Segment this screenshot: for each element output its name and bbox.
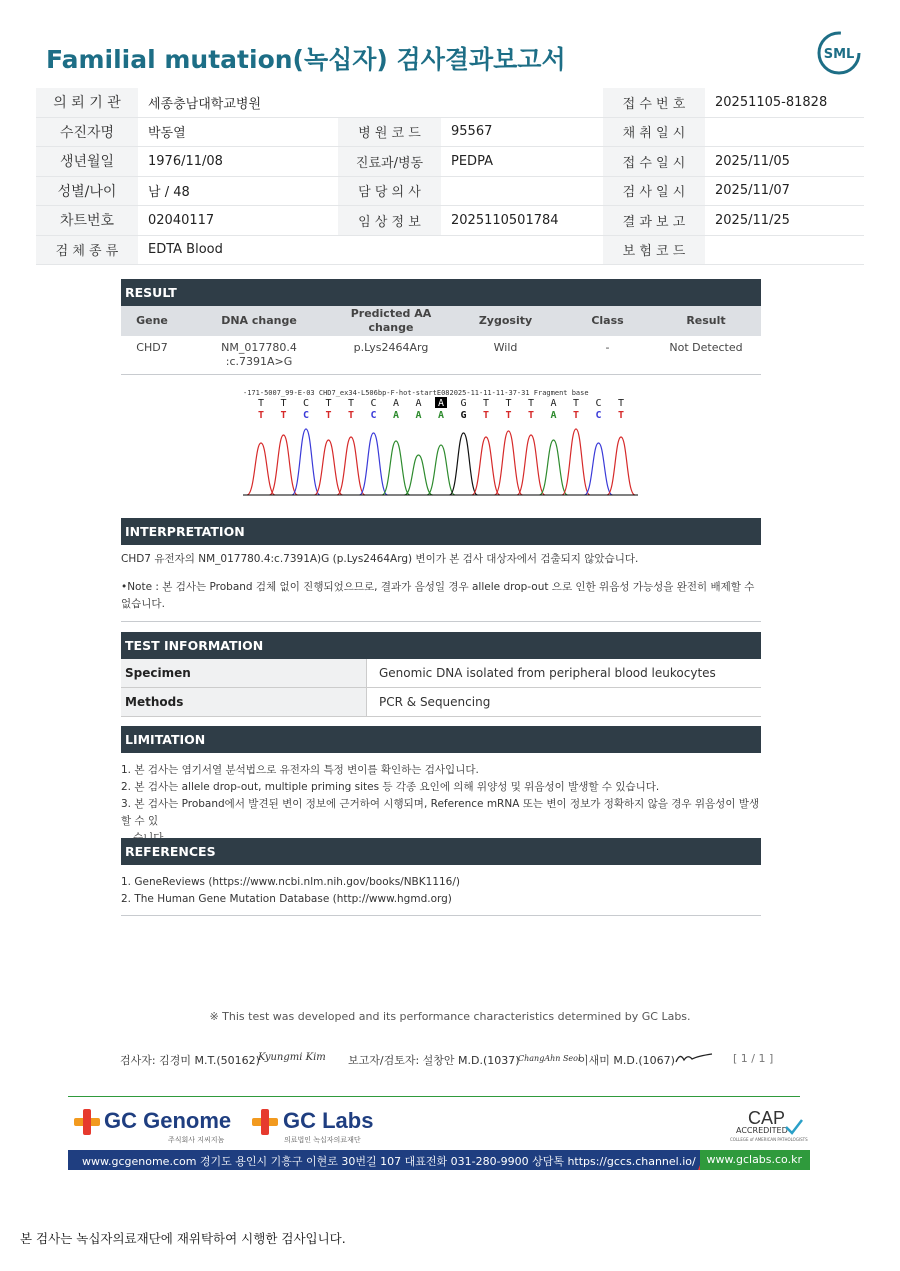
info-value: EDTA Blood bbox=[138, 235, 603, 265]
aa-change-cell: p.Lys2464Arg bbox=[353, 341, 429, 354]
reporter-info: 보고자/검토자: 설창안 M.D.(1037) bbox=[348, 1054, 520, 1067]
page-indicator: [ 1 / 1 ] bbox=[733, 1052, 774, 1065]
references-header: REFERENCES bbox=[121, 838, 761, 865]
ref-base: T bbox=[527, 398, 535, 409]
info-label: 접 수 일 시 bbox=[603, 147, 705, 177]
trace-peak bbox=[337, 437, 365, 495]
limitation-header: LIMITATION bbox=[121, 726, 761, 753]
limitation-section bbox=[121, 726, 761, 847]
called-base: T bbox=[257, 410, 265, 421]
info-value: 세종충남대학교병원 bbox=[138, 88, 603, 117]
info-value: 02040117 bbox=[138, 206, 338, 236]
ref-base: C bbox=[302, 398, 310, 409]
info-label: 검 사 일 시 bbox=[603, 176, 705, 206]
disclaimer: ※ This test was developed and its performance characteristics determined by GC Labs. bbox=[209, 1010, 691, 1023]
called-base: T bbox=[280, 410, 287, 421]
report-title: Familial mutation(녹십자) 검사결과보고서 bbox=[46, 45, 566, 74]
info-label: 생년월일 bbox=[36, 147, 138, 177]
contact-banner bbox=[68, 1150, 810, 1170]
col-result: Result bbox=[651, 306, 761, 336]
gc-cross-icon bbox=[73, 1108, 101, 1136]
info-label: 접 수 번 호 bbox=[603, 88, 705, 117]
col-gene: Gene bbox=[121, 306, 183, 336]
info-value: 남 / 48 bbox=[138, 176, 338, 206]
info-value: 2025/11/05 bbox=[705, 147, 864, 177]
gc-labs-logo: GC Labs bbox=[283, 1108, 374, 1133]
ref-base: T bbox=[505, 398, 512, 409]
ref-base: A bbox=[415, 398, 422, 409]
called-base: T bbox=[482, 410, 490, 421]
references-section bbox=[121, 838, 761, 916]
info-value: 2025/11/07 bbox=[705, 176, 864, 206]
zygosity-cell: Wild bbox=[493, 341, 518, 354]
reviewer-info: 이새미 M.D.(1067) bbox=[578, 1054, 675, 1067]
ref-base: A bbox=[550, 398, 557, 409]
checkmark-icon bbox=[784, 1118, 804, 1136]
tester-signature: Kyungmi Kim bbox=[258, 1052, 326, 1063]
cap-logo: CAP bbox=[748, 1108, 786, 1128]
col-dna-change: DNA change bbox=[183, 306, 335, 336]
ref-base: T bbox=[347, 398, 355, 409]
trace-peak bbox=[495, 431, 523, 495]
ref-base: C bbox=[595, 398, 602, 409]
trace-peak bbox=[247, 443, 275, 495]
cap-accredited: ACCREDITED bbox=[736, 1126, 788, 1135]
trace-peak bbox=[427, 445, 455, 495]
trace-peak bbox=[540, 440, 568, 495]
called-base: A bbox=[392, 410, 400, 421]
ref-base: T bbox=[280, 398, 287, 409]
class-cell: - bbox=[605, 341, 610, 354]
info-row bbox=[36, 88, 864, 117]
limitation-item: 2. 본 검사는 allele drop-out, multiple priming sites 등 각종 요인에 의해 위양성 및 위음성이 발생할 수 있습니다. bbox=[121, 781, 660, 793]
reporter-signature: ChangAhn Seol bbox=[518, 1054, 581, 1063]
called-base: C bbox=[302, 410, 310, 421]
interpretation-note: •Note : 본 검사는 Proband 검체 없이 진행되었으므로, 결과가 음성일 경우 allele drop-out 으로 인한 위음성 가능성을 완전히 배제할 수 bbox=[121, 581, 755, 593]
called-base: C bbox=[595, 410, 602, 421]
info-value: PEDPA bbox=[441, 147, 603, 177]
reference-item: 1. GeneReviews (https://www.ncbi.nlm.nih.gov/books/NBK1116/) bbox=[121, 876, 460, 888]
called-base: G bbox=[460, 410, 467, 421]
limitation-item: 3. 본 검사는 Proband에서 발견된 변이 정보에 근거하여 시행되며, Reference mRNA 또는 변이 정보가 정확하지 않을 경우 위음성이 발생할 수 있 bbox=[121, 798, 760, 827]
interpretation-header: INTERPRETATION bbox=[121, 518, 761, 545]
ref-base: T bbox=[482, 398, 490, 409]
trace-peak bbox=[270, 435, 298, 495]
gene-cell: CHD7 bbox=[136, 341, 168, 354]
dna-change-line2: :c.7391A>G bbox=[225, 355, 293, 368]
called-base: T bbox=[572, 410, 580, 421]
info-label: 병 원 코 드 bbox=[338, 117, 441, 147]
info-label: 담 당 의 사 bbox=[338, 176, 441, 206]
methods-label: Methods bbox=[121, 688, 367, 717]
trace-peak bbox=[382, 441, 410, 495]
cap-small-text: COLLEGE of AMERICAN PATHOLOGISTS bbox=[730, 1137, 808, 1142]
result-table bbox=[121, 306, 761, 376]
interpretation-text: CHD7 유전자의 NM_017780.4:c.7391A)G (p.Lys2464Arg) 변이가 본 검사 대상자에서 검출되지 않았습니다. bbox=[121, 553, 639, 565]
info-value: 95567 bbox=[441, 117, 603, 147]
test-information-section bbox=[121, 632, 761, 717]
result-cell: Not Detected bbox=[669, 341, 743, 354]
info-row bbox=[36, 117, 864, 147]
info-label: 의 뢰 기 관 bbox=[36, 88, 138, 117]
info-row bbox=[36, 147, 864, 177]
info-row bbox=[36, 235, 864, 265]
called-base: A bbox=[550, 410, 557, 421]
col-class: Class bbox=[564, 306, 651, 336]
info-label: 성별/나이 bbox=[36, 176, 138, 206]
info-row bbox=[36, 176, 864, 206]
logo-text: SML bbox=[823, 47, 855, 62]
called-base: T bbox=[505, 410, 512, 421]
test-information-header: TEST INFORMATION bbox=[121, 632, 761, 659]
limitation-item: 1. 본 검사는 염기서열 분석법으로 유전자의 특정 변이를 확인하는 검사입니다. bbox=[121, 764, 479, 776]
trace-peak bbox=[607, 437, 635, 495]
col-aa-change: Predicted AA change bbox=[335, 306, 447, 336]
trace-peak bbox=[292, 429, 320, 495]
interpretation-section bbox=[121, 518, 761, 622]
footer-divider bbox=[68, 1096, 800, 1097]
methods-value: PCR & Sequencing bbox=[367, 688, 762, 717]
trace-peak bbox=[472, 437, 500, 495]
info-label: 차트번호 bbox=[36, 206, 138, 236]
info-row bbox=[36, 206, 864, 236]
info-value: 박동열 bbox=[138, 117, 338, 147]
sml-logo bbox=[816, 30, 862, 76]
trace-peak bbox=[585, 443, 613, 495]
ref-base: T bbox=[325, 398, 332, 409]
called-base: T bbox=[347, 410, 355, 421]
info-label: 수진자명 bbox=[36, 117, 138, 147]
dna-change-line1: NM_017780.4 bbox=[221, 341, 297, 354]
result-header: RESULT bbox=[121, 279, 761, 306]
called-base: T bbox=[325, 410, 332, 421]
specimen-value: Genomic DNA isolated from peripheral blood leukocytes bbox=[367, 659, 762, 688]
test-information-table bbox=[121, 659, 761, 717]
info-label: 검 체 종 류 bbox=[36, 235, 138, 265]
info-value bbox=[705, 117, 864, 147]
gc-cross-icon bbox=[251, 1108, 279, 1136]
trace-peak bbox=[315, 440, 343, 495]
trace-peak bbox=[405, 455, 433, 495]
result-section bbox=[121, 279, 761, 375]
trace-peak bbox=[562, 429, 590, 495]
ref-base: T bbox=[257, 398, 265, 409]
called-base: T bbox=[527, 410, 535, 421]
trace-peak bbox=[360, 433, 388, 495]
ref-base: T bbox=[617, 398, 625, 409]
gc-genome-sub: 주식회사 지씨지놈 bbox=[168, 1136, 225, 1144]
chromatogram-caption: -171-5007_99-E-03 CHD7_ex34-L506bp-F-hot-startE082025-11-11-11-37-31 Fragment base bbox=[243, 389, 589, 397]
info-value bbox=[441, 176, 603, 206]
info-label: 임 상 정 보 bbox=[338, 206, 441, 236]
tester-info: 검사자: 김경미 M.T.(50162) bbox=[120, 1054, 260, 1067]
called-base: T bbox=[617, 410, 625, 421]
info-label: 채 취 일 시 bbox=[603, 117, 705, 147]
called-base: A bbox=[437, 410, 445, 421]
info-value: 2025110501784 bbox=[441, 206, 603, 236]
ref-base: T bbox=[572, 398, 580, 409]
info-label: 결 과 보 고 bbox=[603, 206, 705, 236]
info-label: 진료과/병동 bbox=[338, 147, 441, 177]
consignment-note: 본 검사는 녹십자의료재단에 재위탁하여 시행한 검사입니다. bbox=[20, 1231, 346, 1246]
col-zygosity: Zygosity bbox=[447, 306, 564, 336]
info-value bbox=[705, 235, 864, 265]
gc-labs-sub: 의료법인 녹십자의료재단 bbox=[284, 1136, 361, 1144]
called-base: C bbox=[370, 410, 377, 421]
called-base: A bbox=[415, 410, 422, 421]
trace-peak bbox=[450, 433, 478, 495]
info-value: 1976/11/08 bbox=[138, 147, 338, 177]
sequence-chromatogram bbox=[243, 387, 638, 497]
dna-change-cell bbox=[183, 336, 335, 376]
result-row bbox=[121, 336, 761, 376]
ref-base: A bbox=[437, 398, 445, 409]
info-value: 2025/11/25 bbox=[705, 206, 864, 236]
specimen-label: Specimen bbox=[121, 659, 367, 688]
banner-green bbox=[700, 1150, 810, 1170]
ref-base: A bbox=[392, 398, 400, 409]
interpretation-note-cont: 없습니다. bbox=[121, 598, 165, 610]
gc-genome-logo: GC Genome bbox=[104, 1108, 232, 1133]
patient-info-table bbox=[36, 88, 864, 265]
gclabs-url: www.gclabs.co.kr bbox=[706, 1153, 802, 1166]
banner-text: www.gcgenome.com 경기도 용인시 기흥구 이현로 30번길 107 대표전화 031-280-9900 상담톡 https://gccs.channel.io/ bbox=[82, 1155, 696, 1168]
trace-peak bbox=[517, 435, 545, 495]
info-value: 20251105-81828 bbox=[705, 88, 864, 117]
ref-base: C bbox=[370, 398, 377, 409]
ref-base: G bbox=[460, 398, 467, 409]
reviewer-signature bbox=[674, 1050, 714, 1066]
info-label: 보 험 코 드 bbox=[603, 235, 705, 265]
reference-item: 2. The Human Gene Mutation Database (http://www.hgmd.org) bbox=[121, 893, 452, 905]
